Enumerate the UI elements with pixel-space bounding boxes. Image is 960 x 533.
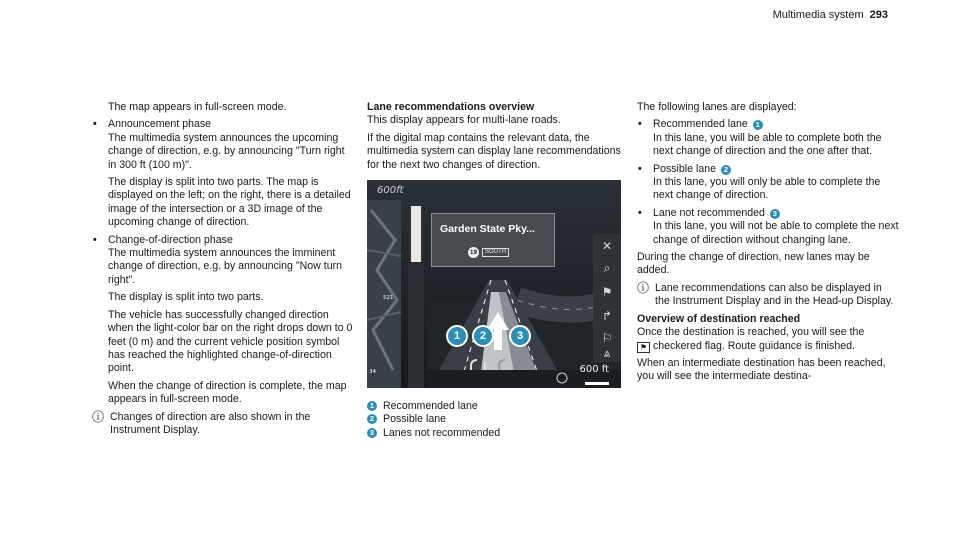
bullet-icon: • <box>93 118 97 131</box>
page-number: 293 <box>869 9 888 21</box>
lane-title-line <box>653 163 899 176</box>
route-direction: SOUTH <box>482 248 509 257</box>
legend-label: Lanes not recommended <box>383 426 501 439</box>
lane-desc: In this lane, you will only be able to complete the next change of direction. <box>653 176 881 202</box>
list-item-lane <box>637 118 899 158</box>
note-text: Lane recommendations can also be displayed in the Instrument Display and in the Head-up Display. <box>655 281 894 308</box>
change-text-1: The multimedia system announces the imminent change of direction, e.g. by announcing "Now turn right". <box>108 247 343 286</box>
legend-number: 3 <box>367 428 377 438</box>
lane-title-line <box>653 118 899 131</box>
distance-top: 600ft <box>377 185 404 197</box>
road-info-box <box>431 213 555 267</box>
change-text-4: When the change of direction is complete, the map appears in full-screen mode. <box>108 379 347 406</box>
bullet-icon: • <box>638 118 642 131</box>
route-shield <box>468 247 509 258</box>
legend-item <box>367 427 627 440</box>
section-title: Multimedia system <box>772 9 864 21</box>
destination-text <box>637 326 899 353</box>
change-text-2: The display is split into two parts. <box>108 291 264 304</box>
lane-title: Lane not recommended <box>653 206 765 219</box>
note <box>637 282 899 309</box>
info-icon: ⓘ <box>92 409 105 424</box>
legend-item <box>367 413 627 426</box>
column-3 <box>637 101 899 388</box>
legend-item <box>367 400 627 413</box>
lane-desc: In this lane, you will not be able to complete the next change of direction without changing lane. <box>653 220 899 246</box>
info-icon: ⓘ <box>637 280 650 295</box>
bullet-icon: • <box>638 206 642 219</box>
bullet-icon: • <box>93 233 97 246</box>
lane-title-line <box>653 207 899 220</box>
legend-number: 1 <box>367 401 377 411</box>
announcement-title: Announcement phase <box>108 118 212 131</box>
lane-number: 1 <box>753 120 763 130</box>
destination-text-b: checkered flag. Route guidance is finished. <box>652 339 855 352</box>
road-name: Garden State Pky... <box>440 223 535 236</box>
map-graphic <box>367 180 621 388</box>
flag-icon[interactable]: ⚑ <box>601 285 613 300</box>
list-item-announcement <box>92 118 354 229</box>
list-item-lane <box>637 207 899 247</box>
intro-text: The map appears in full-screen mode. <box>108 101 287 113</box>
search-icon[interactable]: ⌕ <box>603 261 611 276</box>
lane-title: Recommended lane <box>653 118 748 131</box>
lane-icon[interactable]: ⩓ <box>603 346 611 361</box>
page-header <box>773 9 888 22</box>
lane-title: Possible lane <box>653 162 717 175</box>
callout-1: 1 <box>446 325 468 347</box>
lane-number: 2 <box>721 165 731 175</box>
lane-recommendation-map <box>367 180 621 388</box>
checkered-flag-icon: ⚑ <box>637 342 650 353</box>
list-item-lane <box>637 163 899 203</box>
distance-bottom: 600 ft <box>579 363 609 375</box>
during-text: During the change of direction, new lanes may be added. <box>637 251 870 277</box>
callout-3: 3 <box>509 325 531 347</box>
lane-number: 3 <box>770 209 780 219</box>
section-heading: Lane recommendations overview <box>367 101 535 113</box>
legend-label: Possible lane <box>383 413 447 426</box>
map-marker: 521 <box>383 295 394 302</box>
list-item-change <box>92 234 354 407</box>
bullet-icon: • <box>638 162 642 175</box>
announcement-text-2: The display is split into two parts. The map is displayed on the left; on the right, there is a detailed image of the intersection or a 3D image of the upcoming change of direction. <box>108 176 351 229</box>
column-2 <box>367 101 627 440</box>
section-heading: Overview of destination reached <box>637 312 801 325</box>
note-text: Changes of direction are also shown in the Instrument Display. <box>110 410 311 436</box>
change-text-3: The vehicle has successfully changed direction when the light-color bar on the right drops down to 0 feet (0 m) and the current vehicle position symbol has reached the highlighted change-of-direction point. <box>108 308 353 375</box>
body-text-1: This display appears for multi-lane roads. <box>367 114 561 127</box>
note <box>92 411 354 438</box>
intro-text: The following lanes are displayed: <box>637 101 797 113</box>
intermediate-text: When an intermediate destination has been reached, you will see the intermediate destina- <box>637 356 886 383</box>
destination-icon[interactable]: ⚐ <box>601 331 613 346</box>
close-icon[interactable]: ✕ <box>601 239 613 254</box>
destination-text-a: Once the destination is reached, you will see the <box>637 326 865 339</box>
map-marker: 34 <box>369 369 376 376</box>
lane-desc: In this lane, you will be able to complete both the next change of direction and the one after that. <box>653 131 882 158</box>
callout-2: 2 <box>472 325 494 347</box>
legend-label: Recommended lane <box>383 400 478 413</box>
route-number: 19 <box>469 249 478 257</box>
change-title: Change-of-direction phase <box>108 233 233 246</box>
legend-number: 2 <box>367 414 377 424</box>
announcement-text-1: The multimedia system announces the upcoming change of direction, e.g. by announcing "Turn right in 300 ft (100 m)". <box>108 131 345 171</box>
route-options-icon[interactable]: ↱ <box>601 309 613 324</box>
column-1 <box>92 101 354 441</box>
body-text-2: If the digital map contains the relevant data, the multimedia system can display lane recommendations for the next two changes of direction. <box>367 131 621 171</box>
